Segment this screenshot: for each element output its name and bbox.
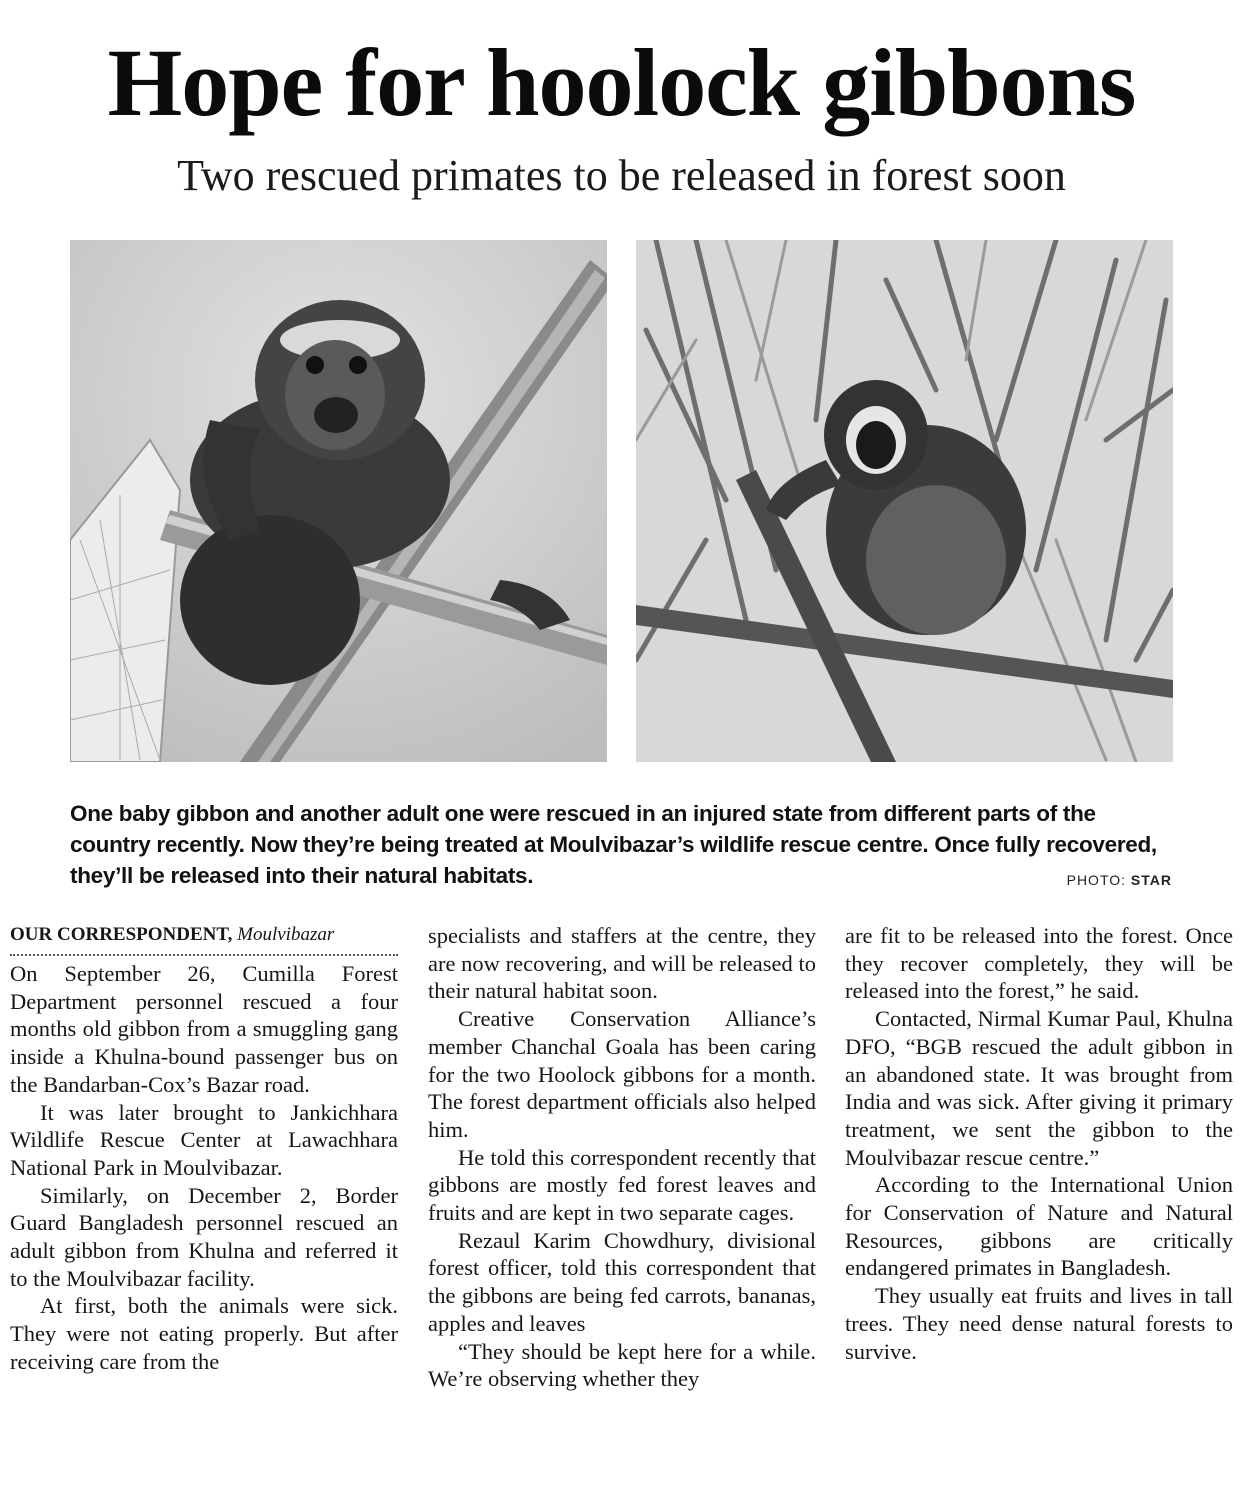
photo-credit-source: STAR [1130, 872, 1172, 888]
article-column-1 [10, 922, 398, 1376]
paragraph: are fit to be released into the forest. Once they recover completely, they will be released into the forest,” he said. [845, 923, 1233, 1004]
baby-gibbon-photo [70, 240, 607, 762]
paragraph: Rezaul Karim Chowdhury, divisional forest officer, told this correspondent that the gibbons are being fed carrots, bananas, apples and leaves [428, 1227, 816, 1336]
byline [10, 922, 398, 956]
paragraph: According to the International Union for Conservation of Nature and Natural Resources, gibbons are critically endangered primates in Bangladesh. [845, 1172, 1233, 1281]
paragraph: specialists and staffers at the centre, they are now recovering, and will be released to their natural habitat soon. [428, 923, 816, 1004]
paragraph: He told this correspondent recently that gibbons are mostly fed forest leaves and fruits and are kept in two separate cages. [428, 1144, 816, 1226]
article-column-3 [845, 922, 1233, 1365]
byline-name: OUR CORRESPONDENT, [10, 924, 233, 945]
adult-gibbon-photo [636, 240, 1173, 762]
article-column-2 [428, 922, 816, 1393]
photo-credit [1067, 872, 1172, 888]
paragraph: “They should be kept here for a while. We’re observing whether they [428, 1338, 816, 1392]
subheadline: Two rescued primates to be released in forest soon [177, 151, 1066, 200]
paragraph: They usually eat fruits and lives in tall trees. They need dense natural forests to survive. [845, 1283, 1233, 1364]
paragraph: It was later brought to Jankichhara Wildlife Rescue Center at Lawachhara National Park in Moulvibazar. [10, 1099, 398, 1180]
photo-credit-label: PHOTO: [1066, 872, 1127, 888]
paragraph: On September 26, Cumilla Forest Department personnel rescued a four months old gibbon from a smuggling gang inside a Khulna-bound passenger bus on the Bandarban-Cox’s Bazar road. [10, 961, 398, 1097]
byline-place: Moulvibazar [237, 924, 335, 945]
headline: Hope for hoolock gibbons [107, 29, 1136, 136]
paragraph: Similarly, on December 2, Border Guard Bangladesh personnel rescued an adult gibbon from Khulna and referred it to the Moulvibazar facility. [10, 1182, 398, 1291]
paragraph: At first, both the animals were sick. They were not eating properly. But after receiving care from the [10, 1293, 398, 1374]
paragraph: Creative Conservation Alliance’s member Chanchal Goala has been caring for the two Hoolock gibbons for a month. The forest department officials also helped him. [428, 1006, 816, 1142]
paragraph: Contacted, Nirmal Kumar Paul, Khulna DFO, “BGB rescued the adult gibbon in an abandoned state. It was brought from India and was sick. After giving it primary treatment, we sent the gibbon to the Moulvibazar rescue centre.” [845, 1006, 1233, 1170]
photo-caption: One baby gibbon and another adult one were rescued in an injured state from different parts of the country recently. Now they’re being treated at Moulvibazar’s wildlife rescue centre. Once fully recovered, they’ll be released into their natural habitats. [70, 801, 1157, 888]
